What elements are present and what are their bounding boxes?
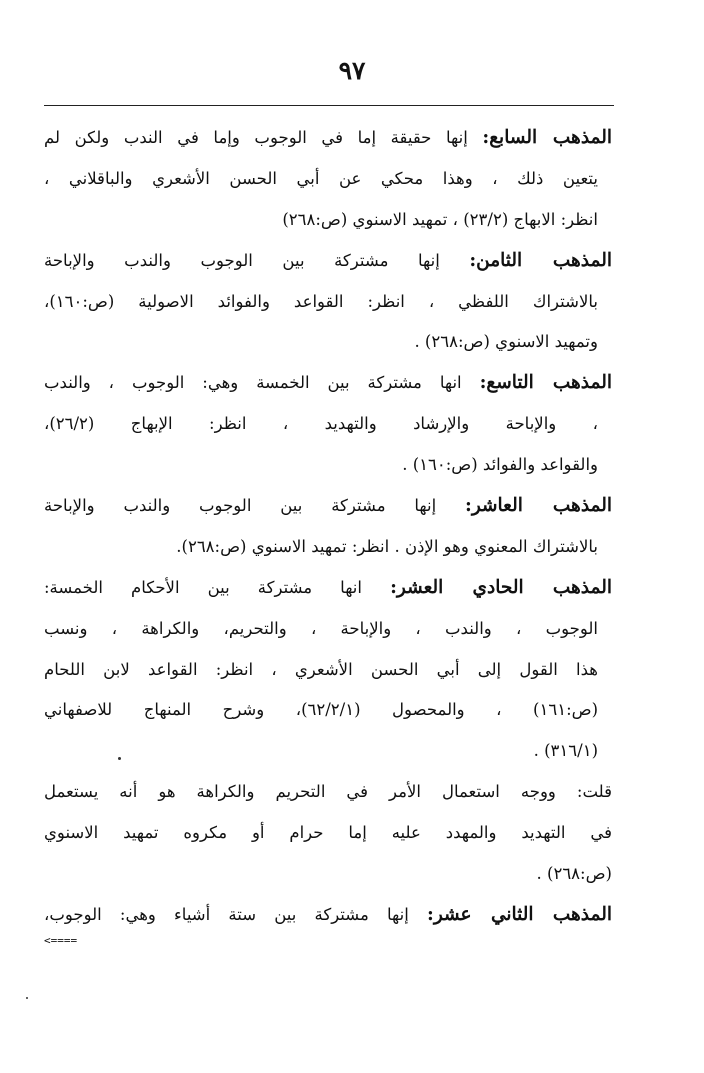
text-line: بالاشتراك المعنوي وهو الإذن . انظر: تمهيد الاسنوي (ص:٢٦٨).: [176, 536, 598, 556]
text-line: المذهب الثامن: إنها مشتركة بين الوجوب والندب والإباحة: [44, 249, 612, 271]
text-line: في التهديد والمهدد عليه إما حرام أو مكروه تمهيد الاسنوي: [44, 823, 612, 843]
section-heading: المذهب الثاني عشر:: [427, 903, 612, 925]
text-line: ، والإباحة والإرشاد والتهديد ، انظر: الإبهاج (٢٦/٢)،: [44, 414, 598, 434]
section-heading: المذهب الحادي العشر:: [390, 576, 612, 598]
text-line: الوجوب ، والندب ، والإباحة ، والتحريم، والكراهة ، ونسب: [44, 618, 598, 638]
section-heading: المذهب التاسع:: [479, 372, 612, 394]
text-line: (٣١٦/١) .: [533, 741, 598, 761]
header-rule: [44, 105, 614, 106]
text-line: بالاشتراك اللفظي ، انظر: القواعد والفوائد الاصولية (ص:١٦٠)،: [44, 291, 598, 311]
text-line: قلت: ووجه استعمال الأمر في التحريم والكراهة هو أنه يستعمل: [44, 782, 612, 802]
text-line: والقواعد والفوائد (ص:١٦٠) .: [402, 455, 598, 475]
continuation-mark: <====: [44, 933, 78, 947]
text-line: (ص:٢٦٨) .: [536, 864, 612, 884]
text-line: (ص:١٦١) ، والمحصول (٦٢/٢/١)، وشرح المنهاج للاصفهاني: [44, 700, 599, 720]
section-heading: المذهب السابع:: [482, 127, 612, 148]
text-line: هذا القول إلى أبي الحسن الأشعري ، انظر: القواعد لابن اللحام: [44, 659, 598, 679]
text-line: المذهب العاشر: إنها مشتركة بين الوجوب والندب والإباحة: [44, 495, 612, 517]
text-line: المذهب الحادي العشر: انها مشتركة بين الأحكام الخمسة:: [44, 576, 612, 598]
text-line: المذهب الثاني عشر: إنها مشتركة بين ستة أشياء وهي: الوجوب،: [44, 903, 612, 925]
text-line: المذهب السابع: إنها حقيقة إما في الوجوب وإما في الندب ولكن لم: [44, 127, 612, 148]
section-heading: المذهب الثامن:: [469, 249, 612, 271]
page-number: ٩٧: [338, 56, 366, 85]
text-line: وتمهيد الاسنوي (ص:٢٦٨) .: [414, 332, 598, 352]
text-line: انظر: الابهاج (٢٣/٢) ، تمهيد الاسنوي (ص:٢٦٨): [282, 209, 598, 229]
section-heading: المذهب العاشر:: [465, 495, 612, 517]
page-body: [44, 118, 612, 950]
scan-speck: [26, 997, 28, 999]
text-line: المذهب التاسع: انها مشتركة بين الخمسة وهي: الوجوب ، والندب: [44, 372, 612, 394]
scan-speck: [118, 757, 121, 760]
text-line: يتعين ذلك ، وهذا محكي عن أبي الحسن الأشعري والباقلاني ،: [44, 168, 598, 188]
